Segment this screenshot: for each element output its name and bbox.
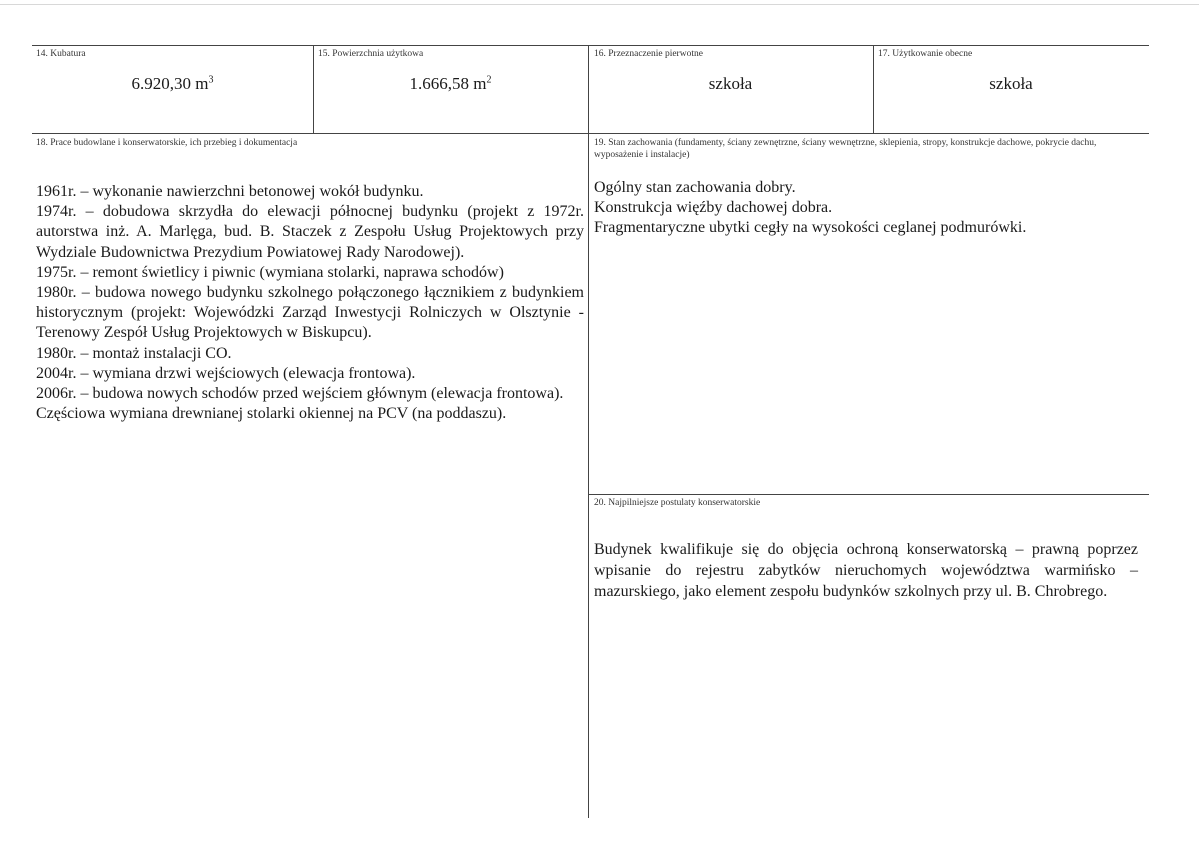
work-entry-2004: 2004r. – wymiana drzwi wejściowych (elewacja frontowa). (36, 364, 416, 382)
field-14-value (32, 74, 313, 94)
field-14-label: 14. Kubatura (36, 49, 86, 59)
top-row-bottom-border (32, 133, 1149, 134)
work-entry-windows: Częściowa wymiana drewnianej stolarki okiennej na PCV (na poddaszu). (36, 405, 507, 423)
field-17-label: 17. Użytkowanie obecne (878, 49, 973, 59)
condition-roof-truss: Konstrukcja więźby dachowej dobra. (594, 199, 833, 217)
work-entry-1975: 1975r. – remont świetlicy i piwnic (wymiana stolarki, naprawa schodów) (36, 263, 504, 281)
field-16-label: 16. Przeznaczenie pierwotne (594, 49, 703, 59)
conservation-postulate: Budynek kwalifikuje się do objęcia ochroną konserwatorską – prawną poprzez wpisanie do rejestru zabytków nieruchomych województwa warmińsko – mazurskiego, jako element zespołu budynków szkolnych przy ul. B. Chrobrego. (594, 541, 1138, 600)
field-16-value: szkoła (708, 74, 753, 93)
section-19-label: 19. Stan zachowania (fundamenty, ściany zewnętrzne, ściany wewnętrzne, sklepienia, stropy, konstrukcje dachowe, pokrycie dachu, wyposażenie i instalacje) (594, 138, 1097, 160)
scan-edge-line (0, 4, 1199, 5)
area-unit-exponent: 2 (486, 74, 492, 86)
section-18-body (36, 182, 584, 424)
condition-brick-losses: Fragmentaryczne ubytki cegły na wysokości ceglanej podmurówki. (594, 219, 1027, 237)
work-entry-1974: 1974r. – dobudowa skrzydła do elewacji północnej budynku (projekt z 1972r. autorstwa inż. A. Marlęga, bud. B. Staczek z Zespołu Usług Projektowych przy Wydziale Budownictwa Prezydium Powiatowej Rady Narodowej). (36, 203, 584, 261)
top-row-top-border (32, 45, 1149, 46)
section20-top-border (588, 494, 1149, 495)
divider-18-19 (588, 133, 589, 818)
field-15-value (313, 74, 588, 94)
section-20-label: 20. Najpilniejsze postulaty konserwatorskie (594, 498, 761, 508)
work-entry-1980-building: 1980r. – budowa nowego budynku szkolnego połączonego łącznikiem z budynkiem historycznym (projekt: Wojewódzki Zarząd Inwestycji Rolniczych w Olsztynie - Terenowy Zespół Usług Projektowych w Biskupcu). (36, 284, 584, 342)
section-19-body (594, 178, 1144, 239)
section-20-body (594, 539, 1138, 602)
work-entry-1961: 1961r. – wykonanie nawierzchni betonowej wokół budynku. (36, 183, 424, 200)
work-entry-2006: 2006r. – budowa nowych schodów przed wejściem głównym (elewacja frontowa). (36, 385, 564, 403)
kubatura-number: 6.920,30 m (131, 74, 209, 93)
condition-general: Ogólny stan zachowania dobry. (594, 179, 796, 196)
work-entry-1980-co: 1980r. – montaż instalacji CO. (36, 344, 232, 362)
field-17-value: szkoła (989, 74, 1033, 93)
field-15-label: 15. Powierzchnia użytkowa (318, 49, 424, 59)
kubatura-unit-exponent: 3 (208, 74, 214, 86)
area-number: 1.666,58 m (409, 74, 487, 93)
section-18-label: 18. Prace budowlane i konserwatorskie, ich przebieg i dokumentacja (36, 138, 298, 148)
